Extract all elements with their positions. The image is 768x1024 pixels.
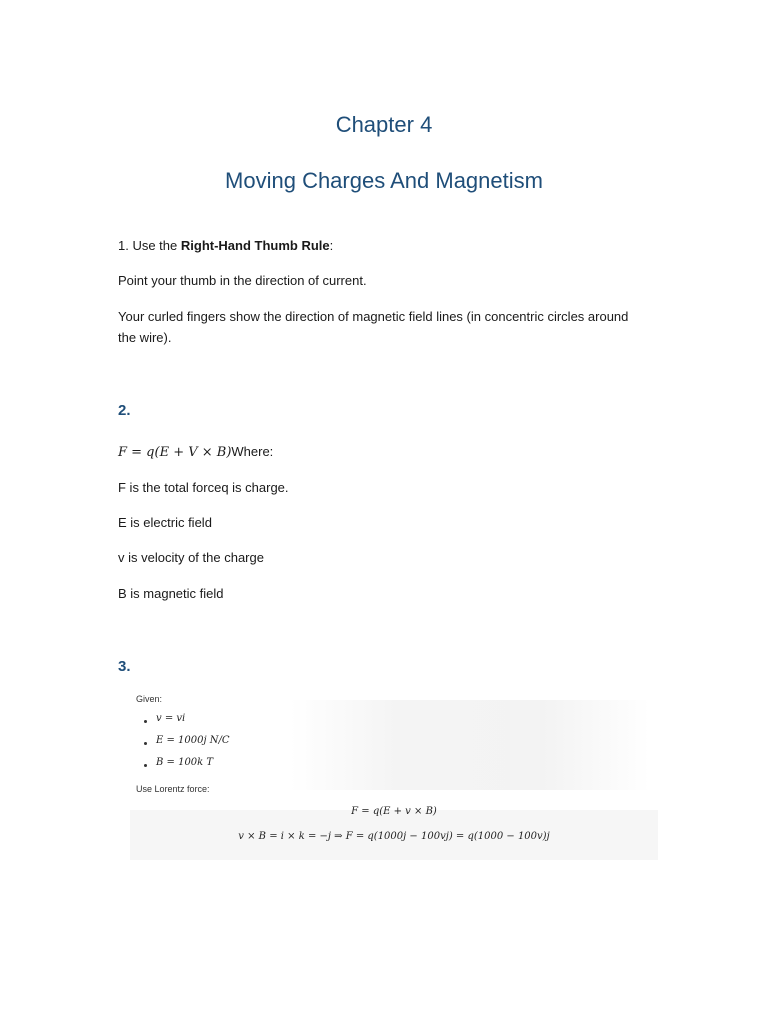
q1-prefix: 1. Use the [118,238,181,253]
lorentz-formula: F = q(E + V × B) [118,445,232,460]
q2-def-velocity: v is velocity of the charge [118,550,264,565]
given-electric-field: E = 1000j N/C [156,735,230,746]
q1-fingers-line: Your curled fingers show the direction of magnetic field lines (in concentric circles around the wire). [118,309,629,345]
lorentz-equation: F = q(E + v × B) [351,806,437,817]
q2-def-force: F is the total forceq is charge. [118,480,289,495]
q2-heading: 2. [118,402,131,419]
bullet-dot [144,720,147,723]
given-label: Given: [136,694,163,704]
q2-def-magnetic: B is magnetic field [118,586,224,601]
bullet-dot [144,764,147,767]
lorentz-label: Use Lorentz force: [136,784,210,794]
q1-rule-name: Right-Hand Thumb Rule [180,238,330,253]
chapter-subtitle: Moving Charges And Magnetism [225,168,543,193]
given-velocity: v = vi [156,713,186,724]
q2-def-electric: E is electric field [118,515,212,530]
q3-heading: 3. [118,658,131,675]
q2-where: Where: [231,444,274,459]
given-magnetic-field: B = 100k T [156,757,214,768]
cross-product-equation: v × B = i × k = −j ⇒ F = q(1000j − 100vj) = q(1000 − 100v)j [238,831,550,842]
chapter-title: Chapter 4 [335,112,433,137]
solution-image [130,692,658,860]
image-shade [290,700,650,790]
bullet-dot [144,742,147,745]
q2-formula-line [118,441,638,463]
q1-suffix: : [329,238,334,253]
q1-instruction [118,235,638,256]
q1-thumb-line: Point your thumb in the direction of current. [118,273,367,288]
